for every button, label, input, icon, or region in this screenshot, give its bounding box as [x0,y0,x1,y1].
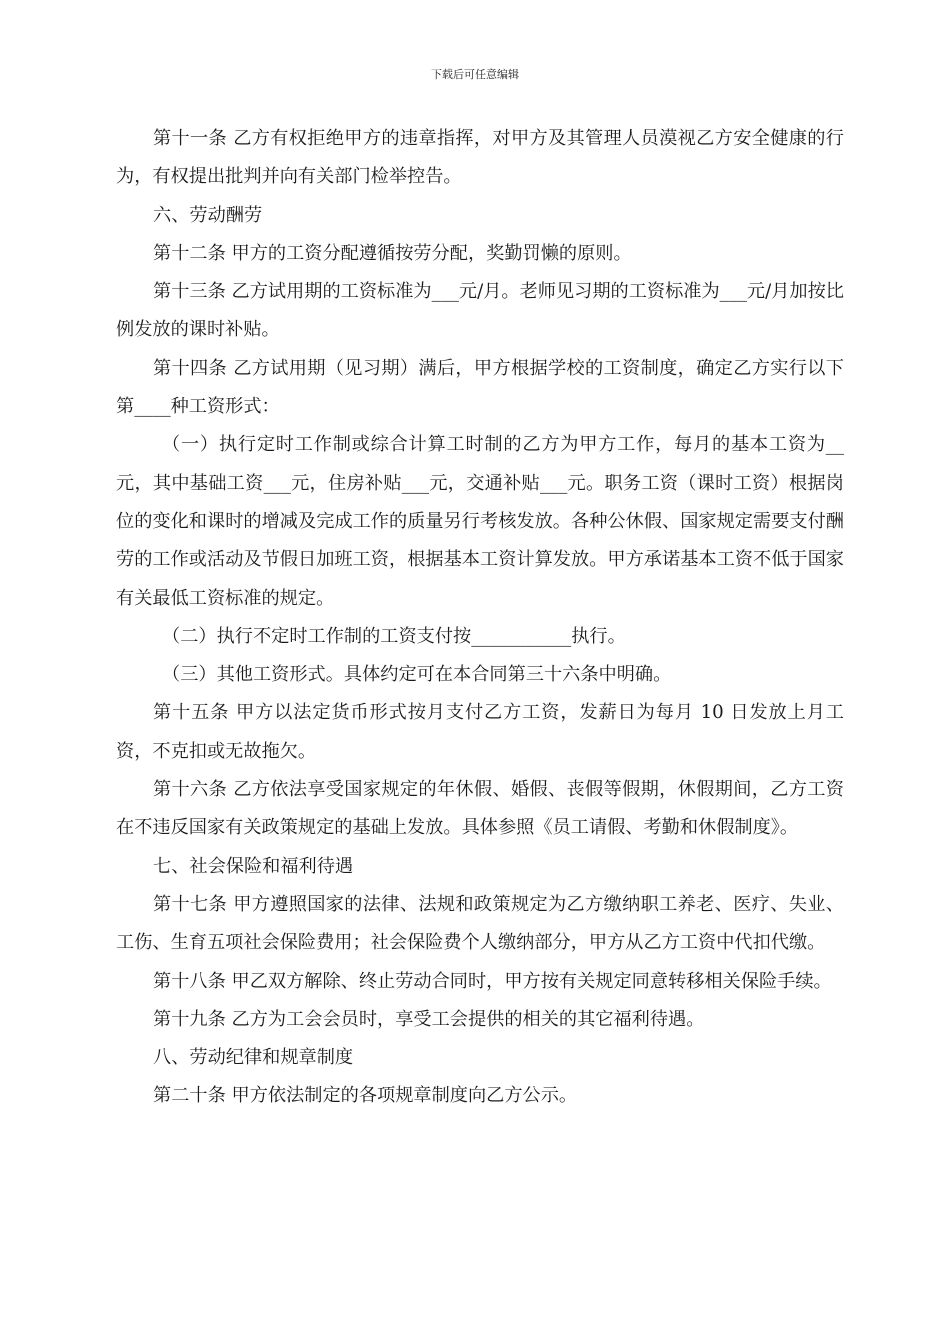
document-body [116,120,844,1116]
section-heading-7: 七、社会保险和福利待遇 [153,855,354,877]
article-14-item-1: （一）执行定时工作制或综合计算工时制的乙方为甲方工作，每月的基本工资为__元，其中基础工资___元，住房补贴___元，交通补贴___元。职务工资（课时工资）根据岗位的变化和课时的增减及完成工作的质量另行考核发放。各种公休假、国家规定需要支付酬劳的工作或活动及节假日加班工资，根据基本工资计算发放。甲方承诺基本工资不低于国家有关最低工资标准的规定。 [116,434,844,609]
article-15: 第十五条 甲方以法定货币形式按月支付乙方工资，发薪日为每月 10 日发放上月工资，不克扣或无故拖欠。 [116,702,844,762]
article-18: 第十八条 甲乙双方解除、终止劳动合同时，甲方按有关规定同意转移相关保险手续。 [153,970,832,992]
article-14-item-3: （三）其他工资形式。具体约定可在本合同第三十六条中明确。 [162,664,672,686]
article-19: 第十九条 乙方为工会会员时，享受工会提供的相关的其它福利待遇。 [153,1008,705,1030]
article-17: 第十七条 甲方遵照国家的法律、法规和政策规定为乙方缴纳职工养老、医疗、失业、工伤、生育五项社会保险费用；社会保险费个人缴纳部分，甲方从乙方工资中代扣代缴。 [116,893,844,954]
article-14: 第十四条 乙方试用期（见习期）满后，甲方根据学校的工资制度，确定乙方实行以下第____种工资形式： [116,357,844,418]
article-11: 第十一条 乙方有权拒绝甲方的违章指挥，对甲方及其管理人员漠视乙方安全健康的行为，有权提出批判并向有关部门检举控告。 [116,128,844,188]
section-heading-6: 六、劳动酬劳 [153,204,263,226]
article-14-item-2: （二）执行不定时工作制的工资支付按___________执行。 [162,625,626,647]
section-heading-8: 八、劳动纪律和规章制度 [153,1047,354,1069]
article-12: 第十二条 甲方的工资分配遵循按劳分配，奖勤罚懒的原则。 [153,242,632,264]
article-16: 第十六条 乙方依法享受国家规定的年休假、婚假、丧假等假期，休假期间，乙方工资在不违反国家有关政策规定的基础上发放。具体参照《员工请假、考勤和休假制度》。 [116,779,844,839]
article-20: 第二十条 甲方依法制定的各项规章制度向乙方公示。 [153,1085,578,1107]
page-header: 下载后可任意编辑 [431,68,519,81]
article-13: 第十三条 乙方试用期的工资标准为___元/月。老师见习期的工资标准为___元/月加按比例发放的课时补贴。 [116,281,844,341]
